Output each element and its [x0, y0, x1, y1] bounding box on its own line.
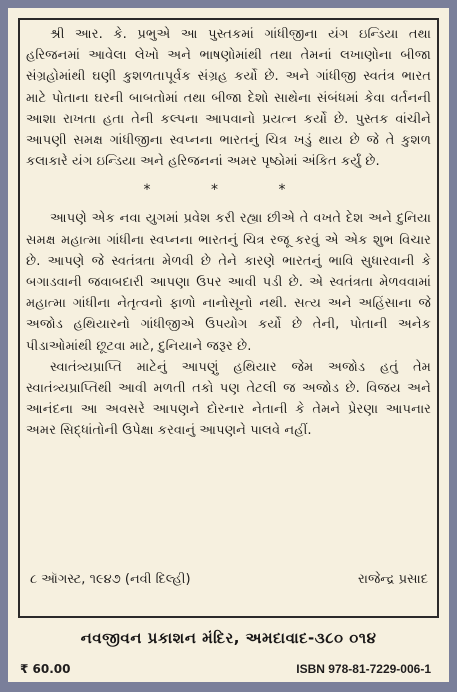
isbn-label: ISBN 978-81-7229-006-1	[296, 662, 431, 676]
author-name: રાજેન્દ્ર પ્રસાદ	[358, 572, 428, 587]
paragraph-3: સ્વાતંત્ર્યપ્રાપ્તિ માટેનું આપણું હથિયાર જેમ અજોડ હતું તેમ સ્વાતંત્ર્યપ્રાપ્તિથી આવી મળતી તકો પણ તેટલી જ અજોડ છે. વિજય અને આનંદના આ અવસરે આપણને દોરનાર નેતાની કે તેમને પ્રેરણા આપનાર અમર સિદ્ધાંતોની ઉપેક્ષા કરવાનું આપણને પાલવે નહીં.	[26, 359, 431, 439]
price-label: ₹ 60.00	[20, 662, 71, 676]
paragraph-2: આપણે એક નવા યુગમાં પ્રવેશ કરી રહ્યા છીએ તે વખતે દેશ અને દુનિયા સમક્ષ મહાત્મા ગાંધીના સ્વપ્નના ભારતનું ચિત્ર રજૂ કરવું એ એક શુભ વિચાર છે. આપણે જે સ્વતંત્રતા મેળવી છે તેને કારણે ભારતનું ભાવિ સુધારવાની કે બગાડવાની જવાબદારી આપણા ઉપર આવી પડી છે. એ સ્વતંત્રતા મેળવવામાં મહાત્મા ગાંધીના નેતૃત્વનો ફાળો નાનોસૂનો નથી. સત્ય અને અહિંસાના જે અજોડ હથિયારનો ગાંધીજીએ ઉપયોગ કર્યો છે તેની, પોતાની અનેક પીડાઓમાંથી છૂટવા માટે, દુનિયાને જરૂર છે.	[26, 211, 431, 354]
date-place: ૮ ઑગસ્ટ, ૧૯૪૭ (નવી દિલ્હી)	[30, 572, 191, 587]
description-text	[26, 24, 431, 442]
section-separator: * * *	[143, 182, 314, 199]
book-back-cover	[8, 8, 449, 682]
publisher-line: નવજીવન પ્રકાશન મંદિર, અમદાવાદ-૩૮૦ ૦૧૪	[80, 629, 377, 647]
paragraph-1: શ્રી આર. કે. પ્રભુએ આ પુસ્તકમાં ગાંધીજીના યંગ ઇન્ડિયા તથા હરિજનમાં આવેલા લેખો અને ભાષણોમાંથી તથા તેમનાં લખાણોના બીજા સંગ્રહોમાંથી ઘણી કુશળતાપૂર્વક સંગ્રહ કર્યો છે. અને ગાંધીજી સ્વતંત્ર ભારત માટે પોતાના ઘરની બાબતોમાં તથા બીજા દેશો સાથેના સંબંધમાં કેવા વર્તનની આશા રાખતા હતા તેની કલ્પના આપવાનો પ્રયત્ન કર્યો છે. પુસ્તક વાંચીને આપણી સમક્ષ ગાંધીજીના સ્વપ્નના ભારતનું ચિત્ર ખડું થાય છે જે તે કુશળ કલાકારે યંગ ઇન્ડિયા અને હરિજનનાં અમર પૃષ્ઠોમાં અંકિત કર્યું છે.	[26, 27, 431, 170]
